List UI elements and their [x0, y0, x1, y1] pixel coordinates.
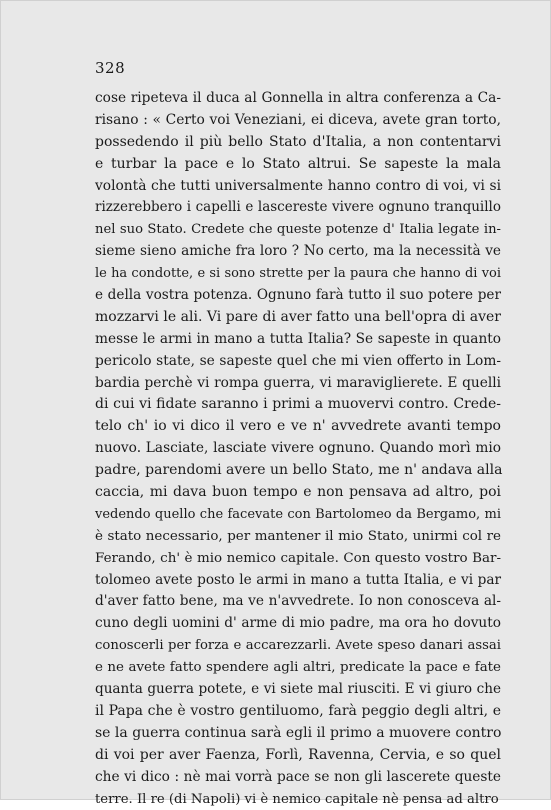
- text-line: se la guerra continua sarà egli il primo a muovere contro: [95, 723, 501, 745]
- text-line: di voi per aver Faenza, Forlì, Ravenna, Cervia, e so quel: [95, 745, 501, 767]
- text-line: quanta guerra potete, e vi siete mal riusciti. E vi giuro che: [95, 679, 501, 701]
- text-line: sieme sieno amiche fra loro ? No certo, ma la necessità ve: [95, 241, 501, 263]
- text-line: risano : « Certo voi Veneziani, ei diceva, avete gran torto,: [95, 110, 501, 132]
- text-line: terre. Il re (di Napoli) vi è nemico capitale nè pensa ad altro: [95, 789, 501, 810]
- text-line: e ne avete fatto spendere agli altri, predicate la pace e fate: [95, 657, 501, 679]
- text-line: vedendo quello che facevate con Bartolomeo da Bergamo, mi: [95, 504, 501, 526]
- text-line: possedendo il più bello Stato d'Italia, a non contentarvi: [95, 132, 501, 154]
- text-line: è stato necessario, per mantener il mio Stato, unirmi col re: [95, 526, 501, 548]
- text-line: il Papa che è vostro gentiluomo, farà peggio degli altri, e: [95, 701, 501, 723]
- text-line: e della vostra potenza. Ognuno farà tutto il suo potere per: [95, 285, 501, 307]
- text-line: conoscerli per forza e accarezzarli. Avete speso danari assai: [95, 635, 501, 657]
- text-line: pericolo state, se sapeste quel che mi vien offerto in Lom-: [95, 351, 501, 373]
- body-text: [95, 88, 501, 810]
- text-line: rizzerebbero i capelli e lascereste vivere ognuno tranquillo: [95, 197, 501, 219]
- text-line: mozzarvi le ali. Vi pare di aver fatto una bell'opra di aver: [95, 307, 501, 329]
- text-line: e turbar la pace e lo Stato altrui. Se sapeste la mala: [95, 154, 501, 176]
- text-line: Ferando, ch' è mio nemico capitale. Con questo vostro Bar-: [95, 548, 501, 570]
- text-line: nuovo. Lasciate, lasciate vivere ognuno. Quando morì mio: [95, 438, 501, 460]
- text-line: cose ripeteva il duca al Gonnella in altra conferenza a Ca-: [95, 88, 501, 110]
- text-line: volontà che tutti universalmente hanno contro di voi, vi si: [95, 176, 501, 198]
- text-line: di cui vi fidate saranno i primi a muovervi contro. Crede-: [95, 394, 501, 416]
- text-line: telo ch' io vi dico il vero e ve n' avvedrete avanti tempo: [95, 416, 501, 438]
- text-line: che vi dico : nè mai vorrà pace se non gli lascerete queste: [95, 767, 501, 789]
- text-line: padre, parendomi avere un bello Stato, me n' andava alla: [95, 460, 501, 482]
- text-line: le ha condotte, e si sono strette per la paura che hanno di voi: [95, 263, 501, 285]
- text-line: nel suo Stato. Credete che queste potenze d' Italia legate in-: [95, 219, 501, 241]
- page-number: 328: [95, 59, 125, 77]
- text-line: caccia, mi dava buon tempo e non pensava ad altro, poi: [95, 482, 501, 504]
- text-line: bardia perchè vi rompa guerra, vi maraviglierete. E quelli: [95, 373, 501, 395]
- text-line: d'aver fatto bene, ma ve n'avvedrete. Io non conosceva al-: [95, 591, 501, 613]
- text-line: messe le armi in mano a tutta Italia? Se sapeste in quanto: [95, 329, 501, 351]
- text-line: tolomeo avete posto le armi in mano a tutta Italia, e vi par: [95, 570, 501, 592]
- text-line: cuno degli uomini d' arme di mio padre, ma ora ho dovuto: [95, 613, 501, 635]
